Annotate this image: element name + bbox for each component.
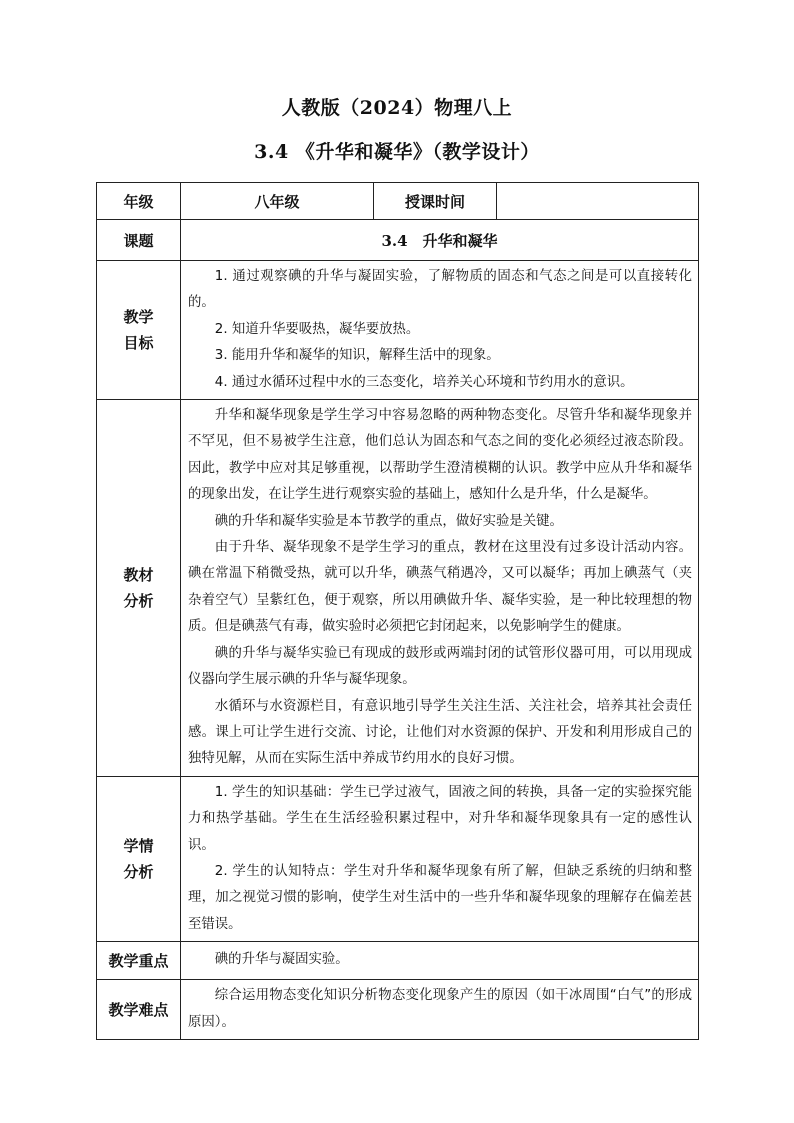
difficulty-label: 教学难点 (97, 980, 181, 1040)
material-paragraph: 碘的升华和凝华实验是本节教学的重点，做好实验是关键。 (214, 513, 563, 529)
goal-item: 2. 知道升华要吸热，凝华要放热。 (214, 321, 420, 337)
goals-row (97, 261, 699, 400)
goals-label (97, 261, 181, 400)
topic-label: 课题 (97, 220, 181, 261)
learner-label-line1: 学情 (123, 836, 154, 855)
learner-content (181, 776, 699, 941)
learner-label (97, 776, 181, 941)
lesson-plan-table (96, 182, 699, 1040)
learner-paragraph: 2. 学生的认知特点：学生对升华和凝华现象有所了解，但缺乏系统的归纳和整理，加之视觉习惯的影响，使学生对生活中的一些升华和凝华现象的理解存在偏差甚至错误。 (188, 863, 692, 932)
difficulty-row (97, 980, 699, 1040)
grade-label: 年级 (97, 183, 181, 220)
goal-item: 1. 通过观察碘的升华与凝固实验，了解物质的固态和气态之间是可以直接转化的。 (188, 269, 692, 311)
time-value (497, 183, 699, 220)
key-point-text: 碘的升华与凝固实验。 (214, 952, 349, 968)
goals-content (181, 261, 699, 400)
goals-label-line1: 教学 (123, 308, 154, 327)
grade-value: 八年级 (181, 183, 374, 220)
document-subtitle: 3.4 《升华和凝华》（教学设计） (254, 141, 540, 163)
material-label (97, 400, 181, 777)
grade-row (97, 183, 699, 220)
key-point-row (97, 942, 699, 980)
goals-label-line2: 目标 (123, 334, 154, 353)
material-paragraph: 由于升华、凝华现象不是学生学习的重点，教材在这里没有过多设计活动内容。碘在常温下稍微受热，就可以升华，碘蒸气稍遇冷，又可以凝华；再加上碘蒸气（夹杂着空气）呈紫红色，便于观察，所以用碘做升华、凝华实验，是一种比较理想的物质。但是碘蒸气有毒，做实验时必须把它封闭起来，以免影响学生的健康。 (188, 540, 692, 635)
material-label-line2: 分析 (123, 591, 154, 610)
learner-label-line2: 分析 (123, 862, 154, 881)
difficulty-text: 综合运用物态变化知识分析物态变化现象产生的原因（如干冰周围“白气”的形成原因）。 (188, 988, 692, 1030)
material-paragraph: 水循环与水资源栏目，有意识地引导学生关注生活、关注社会，培养其社会责任感。课上可让学生进行交流、讨论，让他们对水资源的保护、开发和利用形成自己的独特见解，从而在实际生活中养成节约用水的良好习惯。 (188, 698, 692, 767)
key-point-content (181, 942, 699, 980)
goal-item: 3. 能用升华和凝华的知识，解释生活中的现象。 (214, 348, 500, 364)
learner-row (97, 776, 699, 941)
material-paragraph: 碘的升华与凝华实验已有现成的鼓形或两端封闭的试管形仪器可用，可以用现成仪器向学生展示碘的升华与凝华现象。 (188, 645, 692, 688)
material-paragraph: 升华和凝华现象是学生学习中容易忽略的两种物态变化。尽管升华和凝华现象并不罕见，但不易被学生注意，他们总认为固态和气态之间的变化必须经过液态阶段。因此，教学中应对其足够重视，以帮助学生澄清模糊的认识。教学中应从升华和凝华的现象出发，在让学生进行观察实验的基础上，感知什么是升华，什么是凝华。 (188, 408, 692, 503)
key-point-label: 教学重点 (97, 942, 181, 980)
time-label: 授课时间 (374, 183, 497, 220)
goal-item: 4. 通过水循环过程中水的三态变化，培养关心环境和节约用水的意识。 (214, 374, 634, 390)
material-label-line1: 教材 (123, 565, 154, 584)
learner-paragraph: 1. 学生的知识基础：学生已学过液气，固液之间的转换，具备一定的实验探究能力和热学基础。学生在生活经验积累过程中，对升华和凝华现象具有一定的感性认识。 (188, 784, 692, 853)
material-content (181, 400, 699, 777)
topic-value: 3.4 升华和凝华 (181, 220, 699, 261)
document-title: 人教版（2024）物理八上 (281, 97, 513, 119)
difficulty-content (181, 980, 699, 1040)
topic-row (97, 220, 699, 261)
material-row (97, 400, 699, 777)
